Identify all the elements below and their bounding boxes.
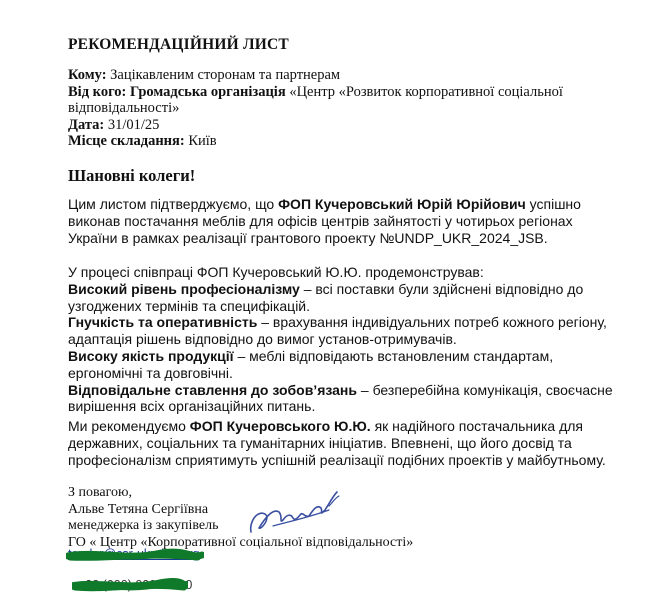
place-line — [68, 133, 588, 150]
quality-title: Високу якість продукції — [68, 347, 234, 364]
quality-text: – безперебійна комунікація, своєчасне вирішення всіх організаційних питань. — [68, 381, 613, 415]
confirmation-text-start: Цим листом підтверджуємо, що — [68, 196, 279, 212]
recommendation-text-start: Ми рекомендуємо — [68, 418, 190, 434]
confirmation-paragraph — [68, 196, 613, 246]
recipient-label: Кому: — [68, 67, 107, 83]
quality-title: Гнучкість та оперативність — [68, 314, 258, 331]
supplier-name: ФОП Кучеровський Юрій Юрійович — [278, 196, 526, 212]
redaction-mark — [66, 547, 204, 564]
quality-text: – меблі відповідають встановленим стандартам, ергономічні та довговічні. — [68, 347, 554, 381]
qualities-paragraph — [68, 264, 613, 415]
closing: З повагою, — [68, 485, 132, 500]
recommendation-paragraph — [68, 418, 613, 468]
recipient-line — [68, 67, 588, 84]
confirmation-text-end: успішно виконав постачання меблів для офісів центрів зайнятості у чотирьох регіонах України в рамках реалізації грантового проекту №UNDP_UKR_2024_JSB. — [68, 196, 581, 246]
quality-item — [68, 382, 613, 416]
letter-header — [68, 67, 588, 150]
quality-title: Відповідальне ставлення до зобов’язань — [68, 381, 357, 398]
quality-text: – всі поставки були здійснені відповідно до узгоджених термінів та специфікацій. — [68, 280, 584, 314]
date-label: Дата: — [68, 116, 105, 133]
sender-value: «Центр «Розвиток корпоративної соціальної відповідальності» — [68, 83, 563, 117]
place-label: Місце складання: — [68, 133, 185, 150]
quality-item — [68, 281, 613, 315]
greeting: Шановні колеги! — [68, 166, 196, 185]
quality-item — [68, 314, 613, 348]
email-link[interactable]: tender@csr-ukraine.org — [68, 547, 200, 561]
recipient-value: Зацікавленим сторонам та партнерам — [110, 67, 341, 83]
quality-item — [68, 348, 613, 382]
recommendation-text-end: як надійного постачальника для державних, соціальних та гуманітарних ініціатив. Впевнені, що його досвід та професіоналізм сприятимуть успішній реалізації подібних проектів у майбутньому. — [68, 418, 606, 468]
phone-number: +38 (000) 000-00-00 — [78, 578, 193, 592]
sender-label: Від кого: — [68, 83, 127, 100]
quality-title: Високий рівень професіоналізму — [68, 280, 300, 297]
sender-line — [68, 84, 588, 117]
signer-role: менеджерка із закупівель — [68, 518, 219, 534]
letter-title: РЕКОМЕНДАЦІЙНИЙ ЛИСТ — [68, 36, 289, 53]
signer-name: Альве Тетяна Сергіївна — [68, 501, 209, 517]
quality-text: – врахування індивідуальних потреб кожного регіону, адаптація рішень відповідно до вимог установ-отримувачів. — [68, 314, 607, 348]
date-value: 31/01/25 — [107, 116, 160, 133]
recommended-supplier: ФОП Кучеровського Ю.Ю. — [189, 418, 371, 434]
date-line — [68, 117, 588, 134]
qualities-intro: У процесі співпраці ФОП Кучеровський Ю.Ю. продемонстрував: — [68, 264, 484, 280]
sender-org-type: Громадська організація — [130, 83, 286, 100]
place-value: Київ — [188, 133, 217, 150]
signer-organization: ГО « Центр «Корпоративної соціальної відповідальності» — [68, 534, 414, 550]
handwritten-signature — [243, 488, 343, 538]
signature-block — [68, 485, 628, 551]
redaction-mark — [72, 577, 188, 594]
